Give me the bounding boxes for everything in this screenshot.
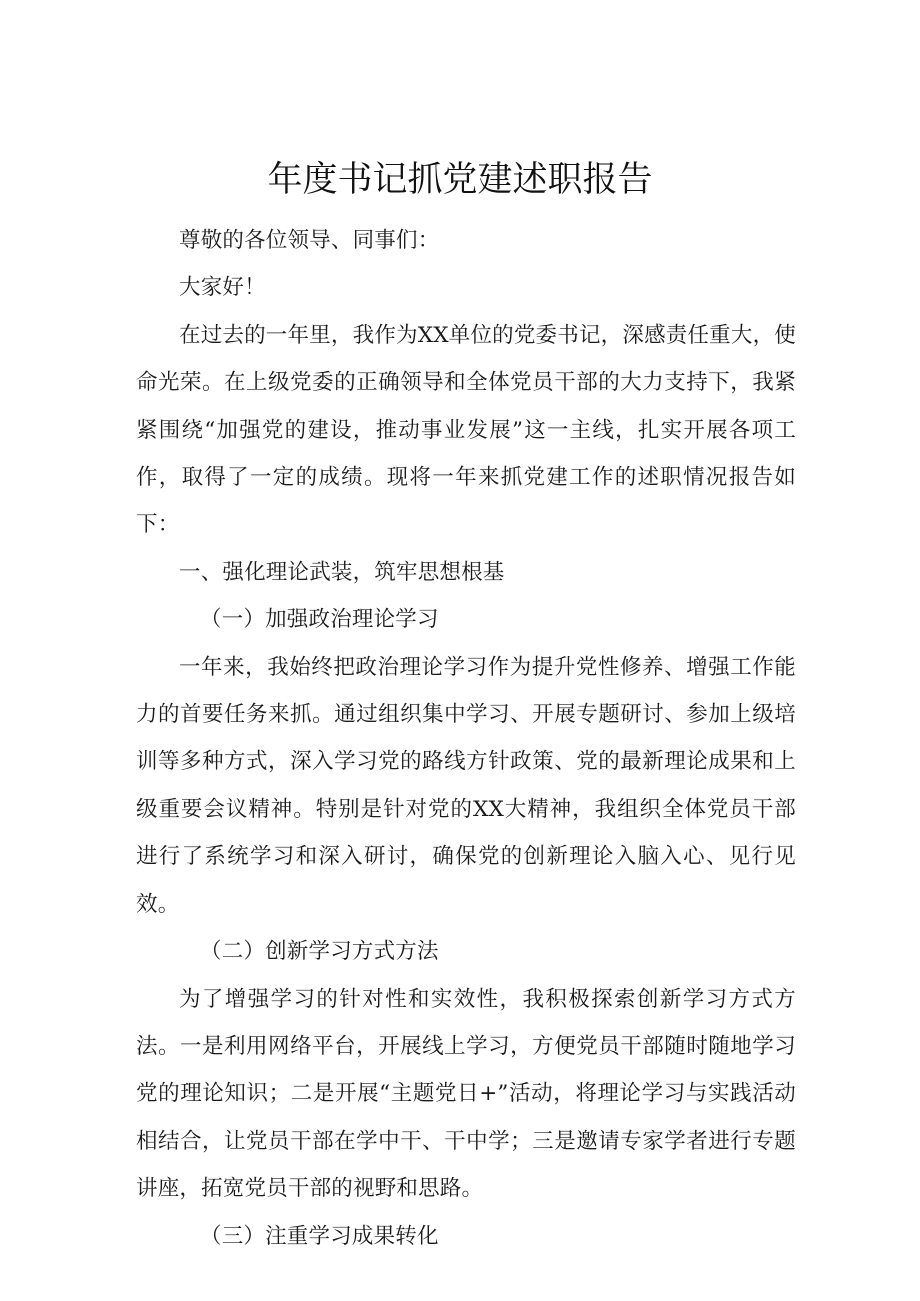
subsection-heading-1: （一）加强政治理论学习 xyxy=(200,607,439,633)
section-heading-1: 一、强化理论武装，筑牢思想根基 xyxy=(179,559,505,585)
subsection-heading-2: （二）创新学习方式方法 xyxy=(200,939,439,965)
greeting: 大家好！ xyxy=(179,275,266,301)
intro-paragraph: 在过去的一年里，我作为XX单位的党委书记，深感责任重大，使命光荣。在上级党委的正确领导和全体党员干部的大力支持下，我紧紧围绕“加强党的建设，推动事业发展”这一主线，扎实开展各项工作，取得了一定的成绩。现将一年来抓党建工作的述职情况报告如下： xyxy=(136,322,796,538)
body-paragraph-1: 一年来，我始终把政治理论学习作为提升党性修养、增强工作能力的首要任务来抓。通过组织集中学习、开展专题研讨、参加上级培训等多种方式，深入学习党的路线方针政策、党的最新理论成果和上级重要会议精神。特别是针对党的XX大精神，我组织全体党员干部进行了系统学习和深入研讨，确保党的创新理论入脑入心、见行见效。 xyxy=(136,654,796,917)
salutation: 尊敬的各位领导、同事们： xyxy=(179,228,440,253)
document-title: 年度书记抓党建述职报告 xyxy=(267,160,653,200)
body-paragraph-2: 为了增强学习的针对性和实效性，我积极探索创新学习方式方法。一是利用网络平台，开展线上学习，方便党员干部随时随地学习党的理论知识；二是开展“主题党日+”活动，将理论学习与实践活动相结合，让党员干部在学中干、干中学；三是邀请专家学者进行专题讲座，拓宽党员干部的视野和思路。 xyxy=(136,986,796,1202)
subsection-heading-3: （三）注重学习成果转化 xyxy=(200,1223,439,1249)
document-body xyxy=(136,217,796,1260)
